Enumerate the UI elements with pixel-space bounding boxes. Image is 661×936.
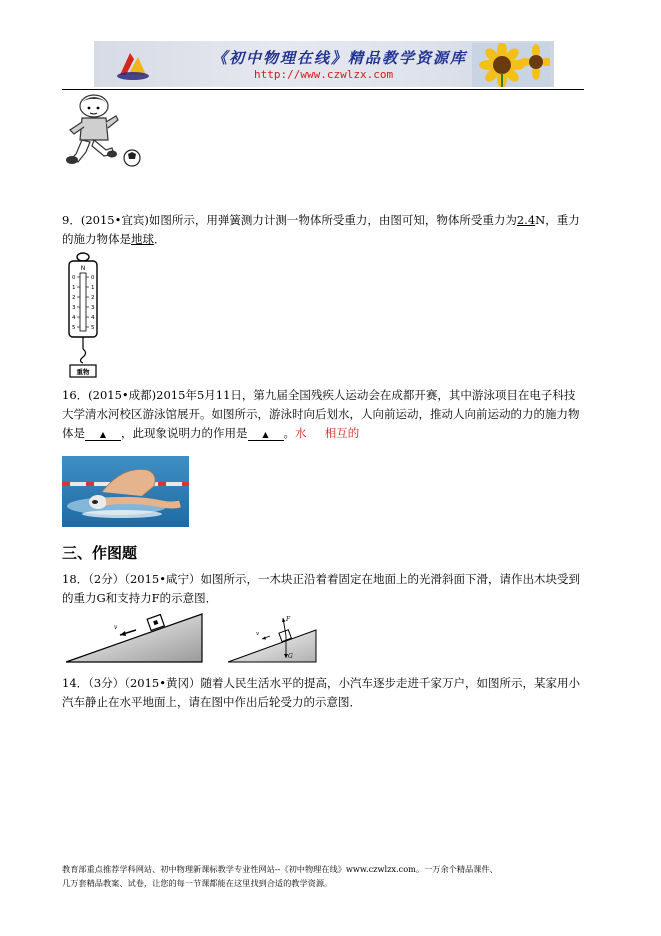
- answer-force-source: 水: [295, 426, 307, 440]
- scale-tick-label: 0: [91, 275, 95, 281]
- gravity-label: G: [288, 653, 293, 660]
- question-score: （3分）: [88, 676, 125, 690]
- velocity-label: v: [114, 624, 118, 631]
- question-source: （2015•黄冈）: [124, 676, 201, 690]
- incline-figure-question: [64, 612, 204, 664]
- banner-url: http://www.czwlzx.com: [254, 68, 394, 81]
- question-number: 14．: [62, 676, 89, 690]
- question-16: [62, 386, 584, 443]
- question-number: 18．: [62, 572, 89, 586]
- question-text: ，此现象说明力的作用是: [121, 426, 248, 440]
- scale-tick-label: 4: [72, 315, 76, 321]
- support-force-label: F: [286, 616, 291, 623]
- sunflower-icon: [472, 43, 550, 87]
- question-number: 16．: [62, 388, 89, 402]
- answer-blank: ▲: [85, 430, 121, 441]
- scale-tick-label: 5: [72, 325, 76, 331]
- section-title: 三、作图题: [62, 544, 138, 562]
- scale-tick-label: 1: [91, 285, 95, 291]
- spring-scale-figure: [64, 251, 102, 379]
- scale-tick-label: 2: [91, 295, 95, 301]
- answer-blank: ▲: [248, 430, 284, 441]
- answer-interaction: 相互的: [324, 426, 360, 440]
- banner-title: 《初中物理在线》精品教学资源库: [212, 49, 468, 67]
- footer-line: 教育部重点推荐学科网站、初中物理新课标教学专业性网站--《初中物理在线》www.czwlzx.com。一万余个精品课件、: [62, 864, 498, 874]
- scale-tick-label: 0: [72, 275, 76, 281]
- velocity-label: v: [256, 631, 260, 637]
- question-text: 如图所示，一木块正沿着着固定在地面上的光滑斜面下滑，请作出木块受到的重力G和支持力F的示意图．: [62, 572, 581, 605]
- page-footer: [62, 862, 602, 890]
- boy-kicking-ball-image: [62, 92, 142, 176]
- question-source: （2015•咸宁）: [124, 572, 201, 586]
- swimmer-photo: [62, 456, 189, 527]
- scale-tick-label: 5: [91, 325, 95, 331]
- scale-tick-label: 1: [72, 285, 76, 291]
- header-banner: [94, 41, 554, 87]
- scale-unit-label: N: [80, 265, 86, 272]
- footer-line: 几万套精品教案、试卷，让您的每一节课都能在这里找到合适的教学资源。: [62, 878, 333, 888]
- question-text: 如图所示，用弹簧测力计测一物体所受重力，由图可知，物体所受重力为: [148, 213, 517, 227]
- answer-force-source: 地球: [131, 232, 154, 246]
- question-text: N，重力的施力物体是: [62, 213, 580, 246]
- answer-weight: 2.4: [516, 213, 536, 227]
- question-text: ．: [154, 232, 166, 246]
- question-text: 。: [283, 426, 295, 440]
- scale-tick-label: 4: [91, 315, 95, 321]
- question-18: [62, 570, 584, 608]
- header-divider: [62, 89, 584, 90]
- question-9: [62, 211, 584, 249]
- question-number: 9．: [62, 213, 81, 227]
- site-logo-icon: [116, 49, 150, 81]
- question-text: 随着人民生活水平的提高，小汽车逐步走进千家万户，如图所示，某家用小汽车静止在水平地面上，请在图中作出后轮受力的示意图．: [62, 676, 581, 709]
- question-source: (2015•成都): [88, 388, 157, 402]
- question-14: [62, 674, 584, 712]
- scale-tick-label: 3: [72, 305, 76, 311]
- question-source: (2015•宜宾): [80, 213, 149, 227]
- incline-figure-answer: [226, 612, 318, 664]
- scale-tick-label: 2: [72, 295, 76, 301]
- scale-tick-label: 3: [91, 305, 95, 311]
- question-text: 2015年5月11日，第九届全国残疾人运动会在成都开赛，其中游泳项目在电子科技大学清水河校区游泳馆展开。如图所示，游泳时向后划水，人向前运动，推动人向前运动的力的施力物体是: [62, 388, 580, 440]
- weight-label: 重物: [76, 368, 90, 376]
- question-score: （2分）: [88, 572, 125, 586]
